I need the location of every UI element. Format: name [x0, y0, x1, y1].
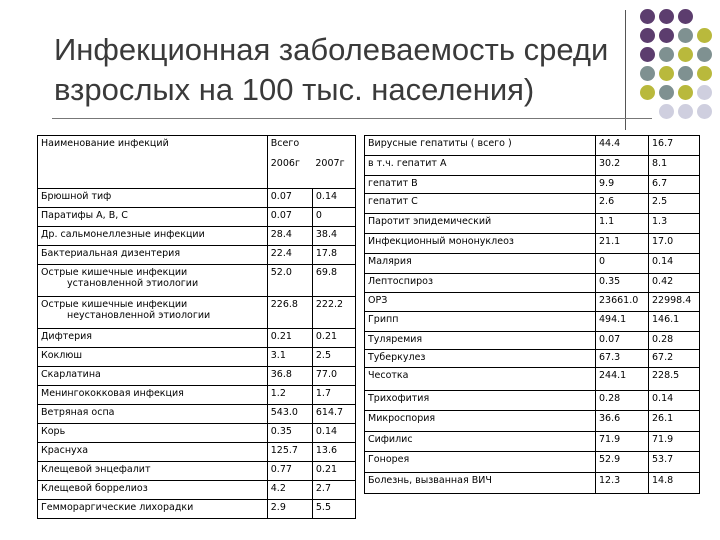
- value-2007-cell-text: 17.8: [315, 248, 338, 259]
- infection-name-cell: [365, 350, 596, 368]
- infection-name-cell: [365, 432, 596, 452]
- dot-decoration: [678, 9, 693, 24]
- infection-name-cell: [38, 405, 268, 424]
- infection-name-cell: [365, 274, 596, 293]
- infection-name-cell: [365, 293, 596, 312]
- infection-name-cell-text: Туляремия: [368, 334, 423, 345]
- header-year-2007: 2007г: [312, 156, 355, 189]
- value-2007-cell-text: 71.9: [652, 434, 674, 445]
- value-2007-cell-text: 38.4: [315, 229, 338, 240]
- infection-name-cell: [365, 194, 596, 214]
- infection-name: Корь: [41, 426, 66, 437]
- value-2006-cell: [596, 391, 649, 411]
- value-2006-cell-text: 0.35: [270, 426, 292, 437]
- table-row: [38, 189, 356, 208]
- value-2007-cell-text: 1.7: [315, 388, 331, 399]
- infection-name: Скарлатина: [41, 369, 101, 380]
- value-2006-cell-text: 0.07: [599, 334, 621, 345]
- decorative-vertical-line: [625, 10, 626, 130]
- infection-name: Клещевой боррелиоз: [41, 483, 148, 494]
- dot-decoration: [678, 47, 693, 62]
- table-row: [365, 234, 700, 254]
- table-row: [38, 367, 356, 386]
- value-2006-cell-text: 1.1: [599, 216, 615, 227]
- infection-name-cell: [38, 386, 268, 405]
- value-2007-cell-text: 0.28: [652, 334, 674, 345]
- infection-name-cell: [38, 208, 268, 227]
- table-row: [38, 208, 356, 227]
- infection-name: Брюшной тиф: [41, 191, 112, 202]
- dot-decoration: [678, 85, 693, 100]
- value-2006-cell: [267, 348, 312, 367]
- infection-name-cell-text: Инфекционный мононуклеоз: [368, 236, 514, 247]
- table-row: [365, 214, 700, 234]
- table-row: [365, 293, 700, 312]
- value-2006-cell-text: 21.1: [599, 236, 621, 247]
- value-2007-cell-text: 0.14: [652, 256, 674, 267]
- infection-name: Бактериальная дизентерия: [41, 248, 181, 259]
- value-2007-cell-text: 0.21: [315, 464, 338, 475]
- value-2007-cell-text: 228.5: [652, 370, 680, 381]
- infection-name-cell: [38, 189, 268, 208]
- value-2006-cell: [596, 156, 649, 176]
- dot-decoration: [697, 66, 712, 81]
- value-2006-cell-text: 0.07: [270, 210, 292, 221]
- value-2006-cell: [596, 194, 649, 214]
- infection-name-cell: [365, 473, 596, 494]
- value-2006-cell: [267, 246, 312, 265]
- infection-name: Менингококковая инфекция: [41, 388, 184, 399]
- infection-name-cell: [38, 329, 268, 348]
- infection-name: Краснуха: [41, 445, 89, 456]
- value-2007-cell-text: 69.8: [315, 267, 338, 278]
- infection-name-cell: [38, 424, 268, 443]
- value-2006-cell: [267, 405, 312, 424]
- value-2007-cell-text: 146.1: [652, 314, 680, 325]
- value-2006-cell-text: 30.2: [599, 158, 621, 169]
- infection-name-cell: [365, 214, 596, 234]
- dot-decoration: [697, 47, 712, 62]
- table-row: [365, 350, 700, 368]
- value-2007-cell: [649, 350, 700, 368]
- value-2006-cell: [267, 329, 312, 348]
- infection-name-cell-text: в т.ч. гепатит А: [368, 158, 447, 169]
- table-row: [38, 246, 356, 265]
- value-2006-cell: [267, 208, 312, 227]
- value-2007-cell: [649, 452, 700, 473]
- infection-name-cell: [38, 367, 268, 386]
- infection-name-cell-text: гепатит С: [368, 196, 418, 207]
- value-2007-cell-text: 614.7: [315, 407, 344, 418]
- infection-name-cell-text: гепатит В: [368, 178, 418, 189]
- value-2007-cell: [312, 386, 355, 405]
- infection-name-cell-text: Туберкулез: [368, 352, 426, 363]
- value-2007-cell-text: 0.14: [315, 426, 338, 437]
- value-2007-cell-text: 16.7: [652, 138, 674, 149]
- value-2006-cell-text: 36.8: [270, 369, 292, 380]
- infection-name-cell-text: Гонорея: [368, 454, 410, 465]
- value-2006-cell-text: 67.3: [599, 352, 621, 363]
- infection-name-cell-text: Болезнь, вызванная ВИЧ: [368, 475, 492, 486]
- value-2006-cell-text: 4.2: [270, 483, 286, 494]
- value-2006-cell: [596, 293, 649, 312]
- value-2007-cell-text: 17.0: [652, 236, 674, 247]
- value-2007-cell-text: 13.6: [315, 445, 338, 456]
- value-2006-cell-text: 0.35: [599, 276, 621, 287]
- dot-decoration: [678, 66, 693, 81]
- value-2006-cell-text: 12.3: [599, 475, 621, 486]
- infection-name-cell-text: Малярия: [368, 256, 412, 267]
- value-2007-cell: [649, 368, 700, 391]
- value-2007-cell: [649, 254, 700, 274]
- value-2007-cell-text: 53.7: [652, 454, 674, 465]
- value-2006-cell: [267, 481, 312, 500]
- dot-decoration: [640, 47, 655, 62]
- value-2007-cell-text: 2.5: [315, 350, 331, 361]
- value-2006-cell-text: 28.4: [270, 229, 292, 240]
- value-2007-cell: [312, 297, 355, 329]
- infection-name-cell: [38, 227, 268, 246]
- infections-table-left: [37, 135, 356, 519]
- infection-name-cell: [365, 368, 596, 391]
- infection-name-cell: [365, 332, 596, 350]
- value-2006-cell: [596, 332, 649, 350]
- value-2007-cell-text: 0.21: [315, 331, 338, 342]
- value-2006-cell: [267, 424, 312, 443]
- header-total: Всего: [267, 136, 355, 157]
- infection-name: Острые кишечные инфекции: [41, 267, 188, 278]
- infection-name-cell: [365, 234, 596, 254]
- value-2007-cell-text: 1.3: [652, 216, 668, 227]
- decorative-horizontal-line: [52, 118, 652, 119]
- dot-decoration: [659, 9, 674, 24]
- infection-name-cell-text: Паротит эпидемический: [368, 216, 492, 227]
- infection-name-cell: [38, 500, 268, 519]
- infection-name-cell: [365, 391, 596, 411]
- value-2007-cell: [649, 432, 700, 452]
- dot-decoration: [640, 66, 655, 81]
- table-row: [365, 411, 700, 432]
- table-row: [38, 227, 356, 246]
- infection-name-cell: [365, 312, 596, 332]
- dot-decoration: [659, 66, 674, 81]
- infection-name-cell: [38, 246, 268, 265]
- value-2006-cell: [267, 367, 312, 386]
- value-2006-cell-text: 0: [599, 256, 606, 267]
- value-2007-cell-text: 0.42: [652, 276, 674, 287]
- infection-name-cell: [365, 136, 596, 156]
- table-row: [365, 254, 700, 274]
- table-row: [365, 136, 700, 156]
- table-row: [38, 443, 356, 462]
- value-2007-cell: [649, 293, 700, 312]
- infection-name-subline: установленной этиологии: [67, 278, 199, 289]
- value-2006-cell: [267, 297, 312, 329]
- value-2007-cell-text: 5.5: [315, 502, 331, 513]
- infection-name: Дифтерия: [41, 331, 93, 342]
- dot-decoration: [697, 28, 712, 43]
- infections-table-right: [364, 135, 700, 494]
- table-row: [38, 500, 356, 519]
- value-2006-cell-text: 22.4: [270, 248, 292, 259]
- value-2006-cell: [596, 312, 649, 332]
- infection-name-cell: [365, 452, 596, 473]
- value-2007-cell: [312, 329, 355, 348]
- dot-decoration: [640, 85, 655, 100]
- value-2007-cell: [312, 462, 355, 481]
- value-2007-cell-text: 222.2: [315, 299, 344, 310]
- value-2006-cell: [267, 462, 312, 481]
- infection-name: Др. сальмонеллезные инфекции: [41, 229, 205, 240]
- infection-name-cell-text: Лептоспироз: [368, 276, 434, 287]
- infection-name: Ветряная оспа: [41, 407, 115, 418]
- value-2007-cell: [312, 367, 355, 386]
- infection-name-cell-text: Микроспория: [368, 413, 436, 424]
- value-2006-cell-text: 52.0: [270, 267, 292, 278]
- table-row: [38, 348, 356, 367]
- value-2007-cell: [649, 274, 700, 293]
- value-2007-cell-text: 0: [315, 210, 322, 221]
- value-2006-cell: [596, 432, 649, 452]
- value-2006-cell-text: 9.9: [599, 178, 615, 189]
- value-2007-cell: [312, 443, 355, 462]
- infection-name-cell-text: Сифилис: [368, 434, 413, 445]
- value-2006-cell-text: 3.1: [270, 350, 286, 361]
- value-2006-cell-text: 44.4: [599, 138, 621, 149]
- table-row: [38, 424, 356, 443]
- value-2006-cell: [596, 234, 649, 254]
- value-2006-cell-text: 2.9: [270, 502, 286, 513]
- value-2007-cell: [649, 156, 700, 176]
- infection-name-cell-text: Вирусные гепатиты ( всего ): [368, 138, 512, 149]
- value-2006-cell: [596, 368, 649, 391]
- value-2006-cell: [596, 411, 649, 432]
- infection-name-cell: [365, 411, 596, 432]
- value-2007-cell: [649, 214, 700, 234]
- value-2007-cell: [312, 265, 355, 297]
- slide-title-line-2: взрослых на 100 тыс. населения): [54, 72, 535, 107]
- value-2006-cell-text: 244.1: [599, 370, 627, 381]
- value-2006-cell: [596, 214, 649, 234]
- value-2006-cell-text: 0.28: [599, 393, 621, 404]
- table-row: [38, 265, 356, 297]
- value-2006-cell: [596, 350, 649, 368]
- dot-decoration: [659, 85, 674, 100]
- dot-decoration: [640, 28, 655, 43]
- value-2007-cell: [312, 348, 355, 367]
- infection-name-cell: [38, 462, 268, 481]
- value-2007-cell: [649, 332, 700, 350]
- value-2007-cell: [649, 391, 700, 411]
- value-2006-cell: [596, 136, 649, 156]
- value-2006-cell: [596, 176, 649, 194]
- value-2007-cell: [312, 405, 355, 424]
- dot-decoration: [659, 47, 674, 62]
- value-2006-cell: [267, 500, 312, 519]
- table-row: [365, 432, 700, 452]
- infections-table-left-body: [38, 136, 356, 519]
- value-2006-cell-text: 23661.0: [599, 295, 639, 306]
- value-2007-cell-text: 77.0: [315, 369, 338, 380]
- value-2006-cell-text: 0.77: [270, 464, 292, 475]
- value-2007-cell: [649, 136, 700, 156]
- value-2006-cell: [596, 452, 649, 473]
- slide-title: [54, 30, 634, 110]
- infection-name-cell: [38, 297, 268, 329]
- value-2007-cell: [312, 500, 355, 519]
- value-2007-cell: [312, 424, 355, 443]
- value-2007-cell-text: 14.8: [652, 475, 674, 486]
- dot-decoration: [659, 28, 674, 43]
- value-2007-cell: [649, 234, 700, 254]
- value-2007-cell: [649, 176, 700, 194]
- value-2006-cell: [596, 274, 649, 293]
- value-2007-cell-text: 2.7: [315, 483, 331, 494]
- value-2007-cell: [649, 473, 700, 494]
- value-2007-cell: [649, 194, 700, 214]
- table-row: [365, 194, 700, 214]
- table-row: [365, 473, 700, 494]
- infection-name-cell: [38, 265, 268, 297]
- infections-table-right-body: [365, 136, 700, 494]
- value-2006-cell: [267, 265, 312, 297]
- value-2007-cell-text: 8.1: [652, 158, 668, 169]
- infection-name-cell-text: Грипп: [368, 314, 399, 325]
- infection-name: Клещевой энцефалит: [41, 464, 151, 475]
- header-year-2006: 2006г: [267, 156, 312, 189]
- value-2006-cell: [267, 443, 312, 462]
- value-2006-cell-text: 125.7: [270, 445, 298, 456]
- dot-decoration: [678, 28, 693, 43]
- infection-name-cell: [38, 481, 268, 500]
- infection-name-subline: неустановленной этиологии: [67, 310, 211, 321]
- value-2006-cell: [267, 189, 312, 208]
- table-row: [365, 312, 700, 332]
- table-row: [38, 386, 356, 405]
- value-2006-cell-text: 0.07: [270, 191, 292, 202]
- value-2006-cell-text: 494.1: [599, 314, 627, 325]
- value-2007-cell: [312, 227, 355, 246]
- value-2007-cell: [312, 246, 355, 265]
- value-2007-cell-text: 26.1: [652, 413, 674, 424]
- infection-name-cell: [365, 254, 596, 274]
- value-2007-cell-text: 0.14: [315, 191, 338, 202]
- value-2007-cell: [649, 312, 700, 332]
- table-row: [365, 176, 700, 194]
- dot-decoration: [659, 104, 674, 119]
- value-2006-cell-text: 71.9: [599, 434, 621, 445]
- value-2006-cell: [596, 473, 649, 494]
- value-2007-cell-text: 0.14: [652, 393, 674, 404]
- value-2006-cell-text: 52.9: [599, 454, 621, 465]
- value-2006-cell-text: 2.6: [599, 196, 615, 207]
- value-2007-cell-text: 22998.4: [652, 295, 692, 306]
- dot-decoration: [678, 104, 693, 119]
- infection-name-cell: [38, 443, 268, 462]
- infection-name: Коклюш: [41, 350, 83, 361]
- infection-name-cell: [365, 176, 596, 194]
- infection-name-cell-text: ОРЗ: [368, 295, 388, 306]
- dot-decoration: [697, 85, 712, 100]
- value-2007-cell: [649, 411, 700, 432]
- value-2006-cell: [267, 386, 312, 405]
- dot-decoration: [697, 104, 712, 119]
- value-2007-cell-text: 6.7: [652, 178, 668, 189]
- header-infection-name: Наименование инфекций: [38, 136, 268, 189]
- infection-name: Острые кишечные инфекции: [41, 299, 188, 310]
- table-row: [38, 462, 356, 481]
- value-2006-cell: [267, 227, 312, 246]
- value-2006-cell-text: 1.2: [270, 388, 286, 399]
- table-row: [365, 156, 700, 176]
- infection-name-cell-text: Трихофития: [368, 393, 430, 404]
- slide-title-line-1: Инфекционная заболеваемость среди: [54, 32, 609, 67]
- value-2007-cell: [312, 481, 355, 500]
- value-2007-cell: [312, 189, 355, 208]
- table-row: [38, 481, 356, 500]
- table-row: [38, 297, 356, 329]
- table-row: [38, 329, 356, 348]
- infection-name-cell: [365, 156, 596, 176]
- table-row: [38, 405, 356, 424]
- table-row: [365, 391, 700, 411]
- value-2006-cell-text: 543.0: [270, 407, 298, 418]
- infection-name: Паратифы А, В, С: [41, 210, 128, 221]
- value-2006-cell-text: 226.8: [270, 299, 298, 310]
- table-row: [365, 368, 700, 391]
- infection-name-cell-text: Чесотка: [368, 370, 409, 381]
- value-2006-cell: [596, 254, 649, 274]
- value-2006-cell-text: 0.21: [270, 331, 292, 342]
- table-row: [365, 452, 700, 473]
- infection-name-cell: [38, 348, 268, 367]
- table-header-row: [38, 136, 356, 157]
- table-row: [365, 332, 700, 350]
- value-2007-cell-text: 2.5: [652, 196, 668, 207]
- infection-name: Геммораргические лихорадки: [41, 502, 194, 513]
- table-row: [365, 274, 700, 293]
- value-2007-cell-text: 67.2: [652, 352, 674, 363]
- dot-decoration: [640, 9, 655, 24]
- value-2006-cell-text: 36.6: [599, 413, 621, 424]
- value-2007-cell: [312, 208, 355, 227]
